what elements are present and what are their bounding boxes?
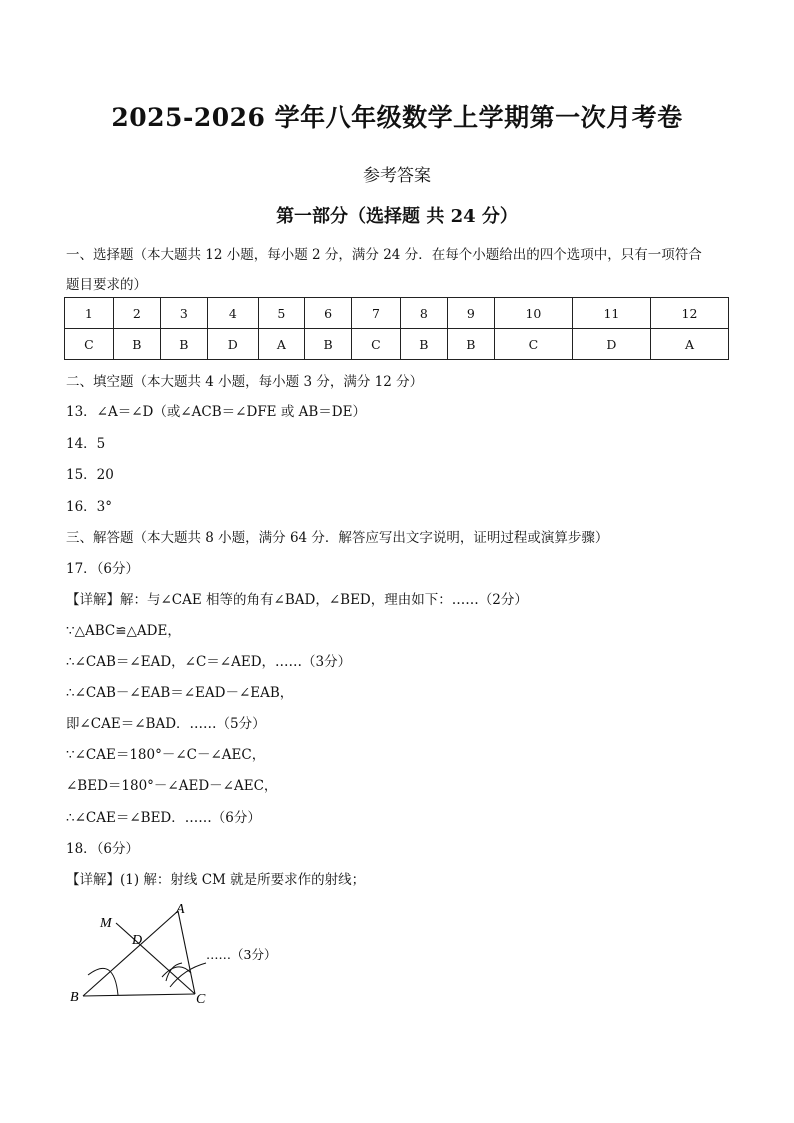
q18-score-note: ……（3分） xyxy=(206,947,277,962)
construction-arc xyxy=(88,968,118,995)
segment-ba xyxy=(83,911,178,996)
q18-number: 18．（6分） xyxy=(66,841,140,857)
fill-answer-16: 16．3° xyxy=(66,499,113,515)
answer-table-number-row xyxy=(65,298,729,329)
answer-cell: C xyxy=(352,329,401,360)
label-m: M xyxy=(100,916,112,931)
section1-heading-line1: 一、选择题（本大题共 12 小题，每小题 2 分，满分 24 分．在每个小题给出的四个选项中，只有一项符合 xyxy=(66,247,702,263)
question-number-cell: 9 xyxy=(447,298,494,329)
triangle-construction-figure xyxy=(66,895,306,1015)
q17-line: 即∠CAE＝∠BAD．……（5分） xyxy=(66,716,266,732)
section2-heading: 二、填空题（本大题共 4 小题，每小题 3 分，满分 12 分） xyxy=(66,374,424,390)
construction-arc xyxy=(166,963,182,981)
question-number-cell: 10 xyxy=(494,298,572,329)
answer-cell: D xyxy=(572,329,650,360)
question-number-cell: 7 xyxy=(352,298,401,329)
label-d: D xyxy=(132,933,143,948)
fill-answer-13: 13．∠A＝∠D（或∠ACB＝∠DFE 或 AB＝DE） xyxy=(66,404,366,420)
question-number-cell: 12 xyxy=(650,298,728,329)
question-number-cell: 8 xyxy=(400,298,447,329)
question-number-cell: 1 xyxy=(65,298,114,329)
section1-heading-line2: 题目要求的） xyxy=(66,277,147,293)
answer-cell: C xyxy=(494,329,572,360)
answer-cell: A xyxy=(650,329,728,360)
q17-line: 【详解】解：与∠CAE 相等的角有∠BAD，∠BED，理由如下：……（2分） xyxy=(66,592,528,608)
question-number-cell: 3 xyxy=(160,298,207,329)
page-subtitle: 参考答案 xyxy=(363,166,431,186)
q17-line: ∵△ABC≌△ADE， xyxy=(66,623,181,639)
q17-line: ∴∠CAB－∠EAB＝∠EAD－∠EAB， xyxy=(66,685,294,701)
answer-table xyxy=(64,297,729,360)
label-c: C xyxy=(196,992,206,1007)
answer-cell: B xyxy=(160,329,207,360)
answer-cell: C xyxy=(65,329,114,360)
part-title: 第一部分（选择题 共 24 分） xyxy=(276,206,518,227)
q17-number: 17．（6分） xyxy=(66,561,140,577)
fill-answer-14: 14．5 xyxy=(66,436,106,452)
answer-cell: B xyxy=(113,329,160,360)
answer-table-answer-row xyxy=(65,329,729,360)
page-title: 2025-2026 学年八年级数学上学期第一次月考卷 xyxy=(111,103,683,132)
question-number-cell: 5 xyxy=(258,298,304,329)
answer-cell: A xyxy=(258,329,304,360)
q18-line: 【详解】(1) 解：射线 CM 就是所要求作的射线； xyxy=(66,872,366,888)
construction-arc xyxy=(170,963,206,987)
q17-line: ∠BED＝180°－∠AED－∠AEC， xyxy=(66,778,278,794)
segment-bc xyxy=(83,994,195,996)
question-number-cell: 11 xyxy=(572,298,650,329)
label-b: B xyxy=(70,990,79,1005)
answer-cell: B xyxy=(305,329,352,360)
label-a: A xyxy=(176,902,185,917)
answer-cell: B xyxy=(447,329,494,360)
q17-line: ∵∠CAE＝180°－∠C－∠AEC， xyxy=(66,747,266,763)
question-number-cell: 2 xyxy=(113,298,160,329)
section3-heading: 三、解答题（本大题共 8 小题，满分 64 分．解答应写出文字说明，证明过程或演算步骤） xyxy=(66,530,609,546)
q17-line: ∴∠CAB＝∠EAD，∠C＝∠AED，……（3分） xyxy=(66,654,352,670)
question-number-cell: 4 xyxy=(207,298,258,329)
answer-cell: D xyxy=(207,329,258,360)
q17-line: ∴∠CAE＝∠BED．……（6分） xyxy=(66,810,261,826)
fill-answer-15: 15．20 xyxy=(66,467,114,483)
question-number-cell: 6 xyxy=(305,298,352,329)
answer-cell: B xyxy=(400,329,447,360)
